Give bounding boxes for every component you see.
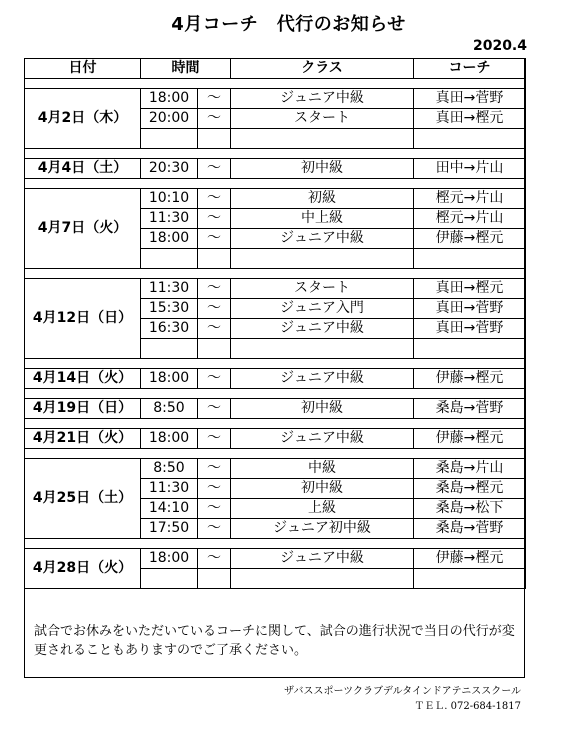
school-name: ザバススポーツクラブデルタインドアテニススクール: [284, 686, 521, 697]
tilde-cell: ～: [198, 209, 231, 229]
day-cell: 4月4日（土）: [25, 159, 141, 179]
coach-cell: 桑島→菅野: [414, 519, 526, 539]
tilde-cell: ～: [198, 549, 231, 569]
table-header-row: [25, 59, 526, 79]
day-cell: 4月25日（土）: [25, 459, 141, 539]
time-cell: 18:00: [141, 229, 198, 249]
tilde-cell: ～: [198, 229, 231, 249]
coach-cell: [414, 339, 526, 359]
table-row: [25, 399, 526, 419]
class-cell: スタート: [231, 279, 414, 299]
class-cell: [231, 129, 414, 149]
spacer-cell: [25, 539, 526, 549]
day-cell: 4月28日（火）: [25, 549, 141, 589]
coach-cell: 伊藤→樫元: [414, 549, 526, 569]
day-cell: 4月7日（火）: [25, 189, 141, 269]
table-row: [25, 89, 526, 109]
time-cell: 17:50: [141, 519, 198, 539]
tilde-cell: [198, 339, 231, 359]
time-cell: 8:50: [141, 399, 198, 419]
class-cell: [231, 569, 414, 589]
phone-number: ＴＥＬ. 072-684-1817: [414, 701, 521, 712]
time-cell: [141, 249, 198, 269]
tilde-cell: ～: [198, 399, 231, 419]
coach-cell: 桑島→片山: [414, 459, 526, 479]
day-cell: 4月19日（日）: [25, 399, 141, 419]
tilde-cell: [198, 249, 231, 269]
class-cell: 中級: [231, 459, 414, 479]
time-cell: 18:00: [141, 429, 198, 449]
page-title: 4月コーチ 代行のお知らせ: [171, 14, 406, 35]
time-cell: 11:30: [141, 279, 198, 299]
tilde-cell: [198, 569, 231, 589]
coach-cell: 樫元→片山: [414, 209, 526, 229]
coach-cell: 桑島→松下: [414, 499, 526, 519]
coach-cell: 桑島→樫元: [414, 479, 526, 499]
coach-cell: 田中→片山: [414, 159, 526, 179]
tilde-cell: ～: [198, 459, 231, 479]
tilde-cell: ～: [198, 369, 231, 389]
coach-cell: 伊藤→樫元: [414, 369, 526, 389]
header-time: 時間: [141, 59, 231, 79]
class-cell: ジュニア中級: [231, 429, 414, 449]
time-cell: 11:30: [141, 209, 198, 229]
class-cell: [231, 339, 414, 359]
tilde-cell: ～: [198, 299, 231, 319]
class-cell: ジュニア中級: [231, 319, 414, 339]
coach-cell: 真田→樫元: [414, 279, 526, 299]
group-spacer: [25, 449, 526, 459]
day-cell: 4月21日（火）: [25, 429, 141, 449]
table-row: [25, 369, 526, 389]
spacer-cell: [25, 79, 526, 89]
time-cell: 18:00: [141, 89, 198, 109]
spacer-cell: [25, 149, 526, 159]
class-cell: ジュニア中級: [231, 549, 414, 569]
table-row: [25, 189, 526, 209]
day-cell: 4月12日（日）: [25, 279, 141, 359]
coach-cell: 伊藤→樫元: [414, 429, 526, 449]
spacer-cell: [25, 269, 526, 279]
time-cell: 18:00: [141, 369, 198, 389]
coach-cell: [414, 249, 526, 269]
group-spacer: [25, 179, 526, 189]
spacer-cell: [25, 419, 526, 429]
class-cell: ジュニア中級: [231, 89, 414, 109]
coach-cell: 真田→菅野: [414, 89, 526, 109]
tilde-cell: ～: [198, 429, 231, 449]
day-cell: 4月2日（木）: [25, 89, 141, 149]
class-cell: ジュニア入門: [231, 299, 414, 319]
footer: [284, 684, 521, 714]
class-cell: ジュニア中級: [231, 229, 414, 249]
time-cell: 18:00: [141, 549, 198, 569]
tilde-cell: ～: [198, 479, 231, 499]
coach-cell: 樫元→片山: [414, 189, 526, 209]
class-cell: 中上級: [231, 209, 414, 229]
class-cell: 上級: [231, 499, 414, 519]
spacer-cell: [25, 389, 526, 399]
class-cell: ジュニア中級: [231, 369, 414, 389]
tilde-cell: ～: [198, 519, 231, 539]
time-cell: [141, 569, 198, 589]
tilde-cell: ～: [198, 109, 231, 129]
notice-text: 試合でお休みをいただいているコーチに関して、試合の進行状況で当日の代行が変更されることもありますのでご了承ください。: [34, 624, 515, 658]
time-cell: 10:10: [141, 189, 198, 209]
time-cell: 8:50: [141, 459, 198, 479]
coach-cell: [414, 129, 526, 149]
time-cell: [141, 129, 198, 149]
header-coach: コーチ: [414, 59, 526, 79]
class-cell: 初中級: [231, 399, 414, 419]
coach-cell: 伊藤→樫元: [414, 229, 526, 249]
tilde-cell: ～: [198, 279, 231, 299]
coach-cell: 真田→菅野: [414, 299, 526, 319]
tilde-cell: ～: [198, 159, 231, 179]
substitution-table: [24, 58, 526, 589]
group-spacer: [25, 419, 526, 429]
table-row: [25, 159, 526, 179]
class-cell: [231, 249, 414, 269]
coach-cell: 真田→樫元: [414, 109, 526, 129]
class-cell: 初中級: [231, 479, 414, 499]
class-cell: 初級: [231, 189, 414, 209]
coach-cell: 真田→菅野: [414, 319, 526, 339]
spacer-cell: [25, 179, 526, 189]
table-row: [25, 549, 526, 569]
spacer-cell: [25, 449, 526, 459]
time-cell: [141, 339, 198, 359]
tilde-cell: ～: [198, 319, 231, 339]
group-spacer: [25, 79, 526, 89]
time-cell: 16:30: [141, 319, 198, 339]
group-spacer: [25, 269, 526, 279]
issue-date: 2020.4: [472, 38, 527, 54]
table-row: [25, 279, 526, 299]
group-spacer: [25, 389, 526, 399]
table-row: [25, 429, 526, 449]
table-row: [25, 459, 526, 479]
header-class: クラス: [231, 59, 414, 79]
tilde-cell: [198, 129, 231, 149]
tilde-cell: ～: [198, 89, 231, 109]
tilde-cell: ～: [198, 189, 231, 209]
coach-cell: [414, 569, 526, 589]
coach-cell: 桑島→菅野: [414, 399, 526, 419]
time-cell: 20:00: [141, 109, 198, 129]
time-cell: 14:10: [141, 499, 198, 519]
tilde-cell: ～: [198, 499, 231, 519]
class-cell: ジュニア初中級: [231, 519, 414, 539]
time-cell: 20:30: [141, 159, 198, 179]
time-cell: 11:30: [141, 479, 198, 499]
day-cell: 4月14日（火）: [25, 369, 141, 389]
spacer-cell: [25, 359, 526, 369]
group-spacer: [25, 539, 526, 549]
class-cell: スタート: [231, 109, 414, 129]
group-spacer: [25, 149, 526, 159]
header-day: 日付: [25, 59, 141, 79]
time-cell: 15:30: [141, 299, 198, 319]
group-spacer: [25, 359, 526, 369]
class-cell: 初中級: [231, 159, 414, 179]
